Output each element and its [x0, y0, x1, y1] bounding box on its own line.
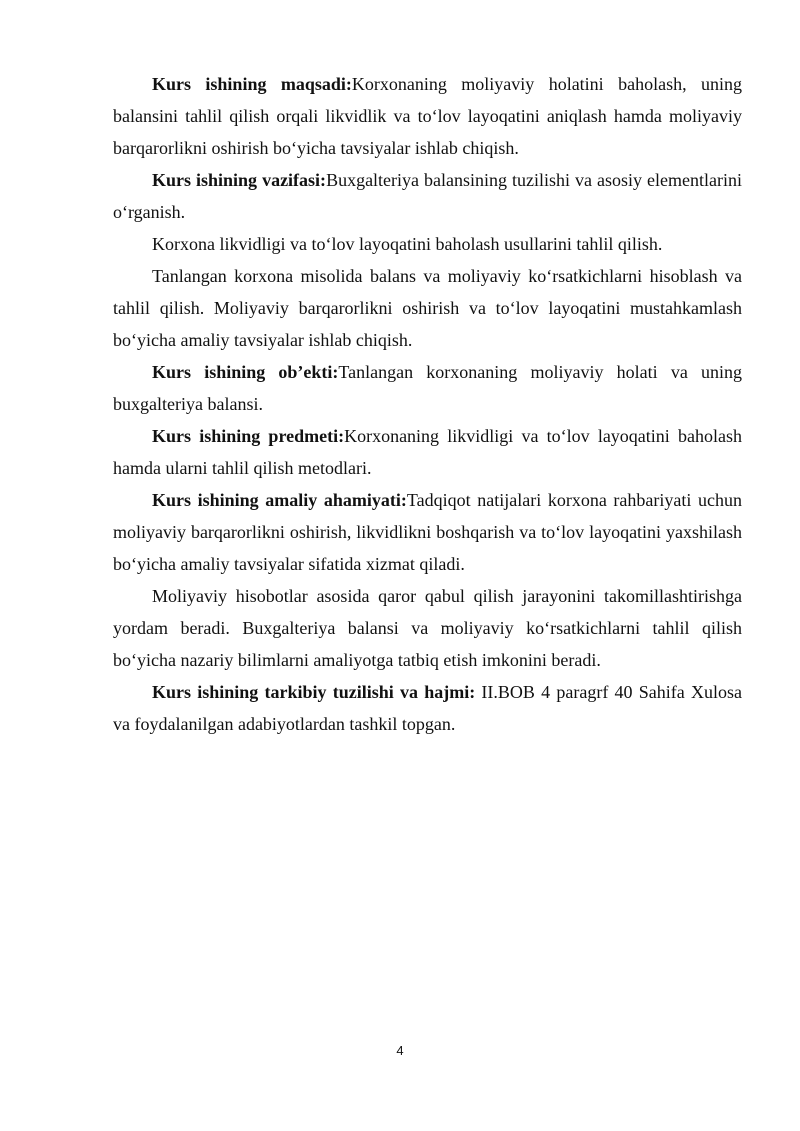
paragraph-text: Tanlangan korxona misolida balans va moliyaviy ko‘rsatkichlarni hisoblash va tahlil qilish. Moliyaviy barqarorlikni oshirish va to‘lov layoqatini mustahkamlash bo‘yicha amaliy tavsiyalar ishlab chiqish.: [113, 266, 742, 350]
document-page: [113, 68, 742, 740]
paragraph-label: Kurs ishining maqsadi:: [152, 74, 352, 94]
paragraph-label: Kurs ishining vazifasi:: [152, 170, 327, 190]
paragraph-vazifa-item-2: [113, 260, 742, 356]
paragraph-text: Korxonaning moliyaviy holatini baholash, uning balansini tahlil qilish orqali likvidlik va to‘lov layoqatini aniqlash hamda moliyaviy barqarorlikni oshirish bo‘yicha tavsiyalar ishlab chiqish.: [113, 74, 742, 158]
paragraph-vazifa-item-1: [113, 228, 742, 260]
paragraph-text: Moliyaviy hisobotlar asosida qaror qabul qilish jarayonini takomillashtirishga yordam beradi. Buxgalteriya balansi va moliyaviy ko‘rsatkichlarni tahlil qilish bo‘yicha nazariy bilimlarni amaliyotga tatbiq etish imkonini beradi.: [113, 586, 742, 670]
paragraph-text: Korxonaning likvidligi va to‘lov layoqatini baholash hamda ularni tahlil qilish metodlari.: [113, 426, 742, 478]
paragraph-label: Kurs ishining ob’ekti:: [152, 362, 339, 382]
paragraph-text: Korxona likvidligi va to‘lov layoqatini baholash usullarini tahlil qilish.: [152, 234, 663, 254]
paragraph-predmeti: [113, 420, 742, 484]
paragraph-label: Kurs ishining predmeti:: [152, 426, 345, 446]
paragraph-amaliy-ahamiyati: [113, 484, 742, 580]
paragraph-maqsadi: [113, 68, 742, 164]
paragraph-ahamiyat-item: [113, 580, 742, 676]
paragraph-tuzilishi-hajmi: [113, 676, 742, 740]
paragraph-text: II.BOB 4 paragrf 40 Sahifa Xulosa va foydalanilgan adabiyotlardan tashkil topgan.: [113, 682, 742, 734]
paragraph-vazifasi: [113, 164, 742, 228]
paragraph-label: Kurs ishining tarkibiy tuzilishi va hajmi:: [152, 682, 482, 702]
paragraph-text: Tadqiqot natijalari korxona rahbariyati uchun moliyaviy barqarorlikni oshirish, likvidlikni boshqarish va to‘lov layoqatini yaxshilash bo‘yicha amaliy tavsiyalar sifatida xizmat qiladi.: [113, 490, 742, 574]
paragraph-text: Tanlangan korxonaning moliyaviy holati va uning buxgalteriya balansi.: [113, 362, 742, 414]
paragraph-text: Buxgalteriya balansining tuzilishi va asosiy elementlarini o‘rganish.: [113, 170, 743, 222]
page-number: 4: [396, 1043, 404, 1058]
paragraph-obekti: [113, 356, 742, 420]
paragraph-label: Kurs ishining amaliy ahamiyati:: [152, 490, 407, 510]
